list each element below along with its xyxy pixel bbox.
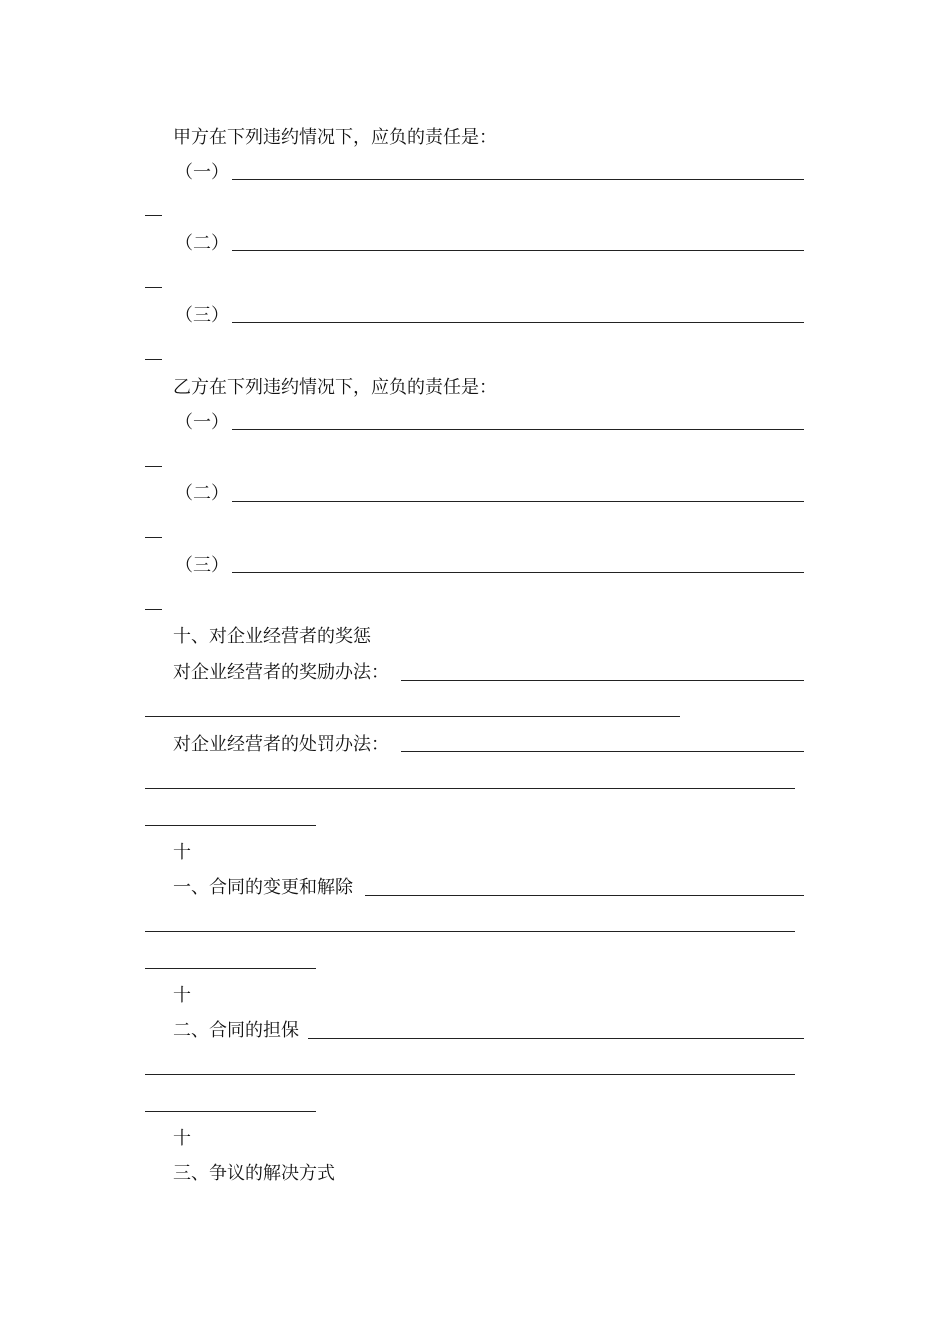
party-b-item-2-overflow-blank <box>145 537 162 538</box>
party-b-item-3-overflow-blank <box>145 609 162 610</box>
section-10-heading: 十、对企业经营者的奖惩 <box>173 626 371 647</box>
penalty-blank-line-2[interactable] <box>145 788 795 789</box>
section-12-prefix: 十 <box>173 985 191 1006</box>
party-b-item-1-overflow-blank <box>145 466 162 467</box>
party-a-item-1-label: （一） <box>175 162 229 183</box>
party-b-item-1-label: （一） <box>175 412 229 433</box>
party-b-item-2-blank[interactable] <box>232 501 804 502</box>
party-a-intro: 甲方在下列违约情况下，应负的责任是： <box>173 127 497 148</box>
party-a-item-1-overflow-blank <box>145 215 162 216</box>
section-11-prefix: 十 <box>173 842 191 863</box>
party-a-item-3-label: （三） <box>175 305 229 326</box>
section-12-blank-line-1[interactable] <box>308 1038 804 1039</box>
section-11-blank-line-3[interactable] <box>145 968 316 969</box>
section-12-blank-line-3[interactable] <box>145 1111 316 1112</box>
reward-label: 对企业经营者的奖励办法： <box>173 662 389 683</box>
party-b-intro: 乙方在下列违约情况下，应负的责任是： <box>173 377 497 398</box>
party-a-item-1-blank[interactable] <box>232 179 804 180</box>
section-11-heading: 一、合同的变更和解除 <box>173 877 353 898</box>
reward-blank-line-1[interactable] <box>401 680 804 681</box>
section-12-blank-line-2[interactable] <box>145 1074 795 1075</box>
reward-blank-line-2[interactable] <box>145 716 680 717</box>
section-13-prefix: 十 <box>173 1128 191 1149</box>
party-a-item-2-blank[interactable] <box>232 250 804 251</box>
penalty-label: 对企业经营者的处罚办法： <box>173 734 389 755</box>
section-11-blank-line-2[interactable] <box>145 931 795 932</box>
party-a-item-2-overflow-blank <box>145 287 162 288</box>
party-a-item-2-label: （二） <box>175 233 229 254</box>
party-b-item-2-label: （二） <box>175 483 229 504</box>
party-a-item-3-blank[interactable] <box>232 322 804 323</box>
penalty-blank-line-1[interactable] <box>401 751 804 752</box>
penalty-blank-line-3[interactable] <box>145 825 316 826</box>
party-a-item-3-overflow-blank <box>145 359 162 360</box>
section-12-heading: 二、合同的担保 <box>173 1020 299 1041</box>
party-b-item-3-label: （三） <box>175 555 229 576</box>
section-11-blank-line-1[interactable] <box>365 895 804 896</box>
party-b-item-3-blank[interactable] <box>232 572 804 573</box>
party-b-item-1-blank[interactable] <box>232 429 804 430</box>
section-13-heading: 三、争议的解决方式 <box>173 1163 335 1184</box>
